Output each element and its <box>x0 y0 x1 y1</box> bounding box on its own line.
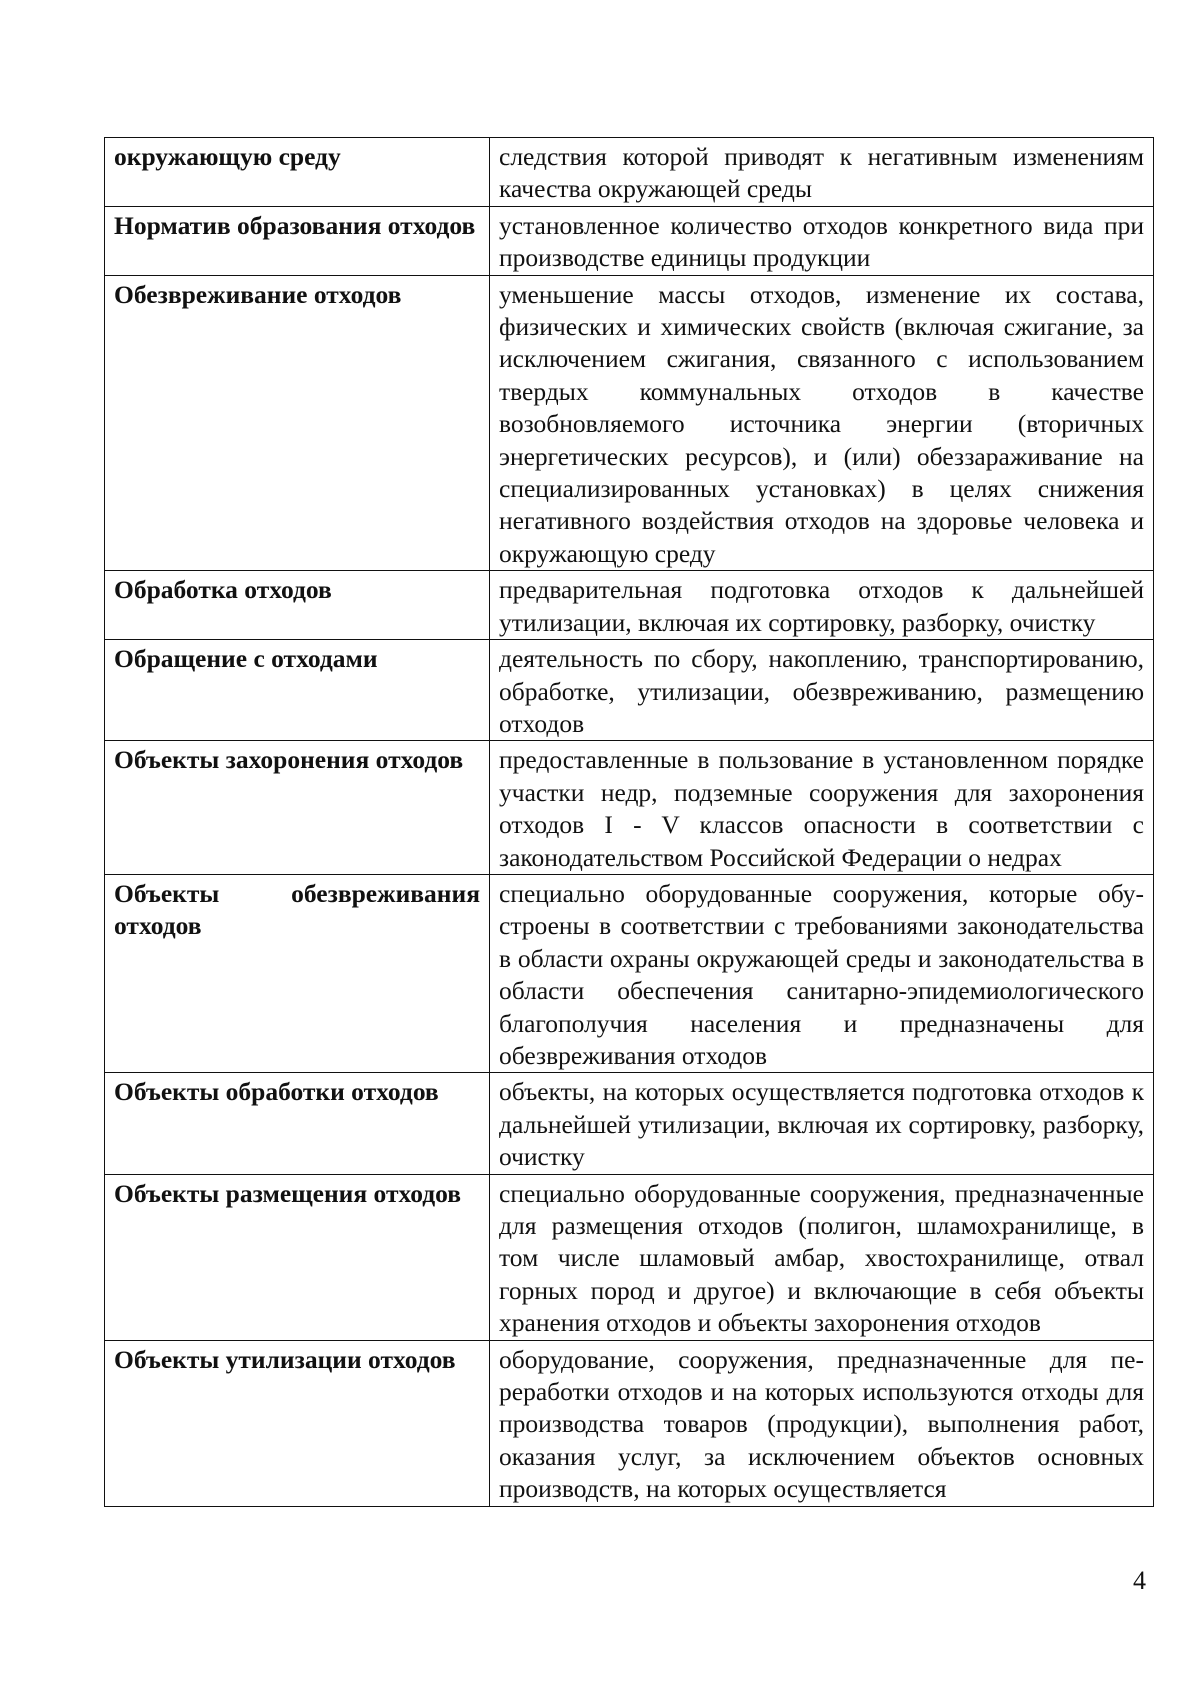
table-row <box>105 741 1154 875</box>
table-row <box>105 1340 1154 1506</box>
term-cell: Объекты утилизации отходов <box>105 1340 490 1506</box>
table-row <box>105 138 1154 207</box>
definition-cell: деятельность по сбору, накоплению, транспортированию, обработке, утилизации, обезвреживанию, размещению отходов <box>490 640 1154 741</box>
definition-cell: специально оборудованные сооружения, предназначенные для размещения отходов (полигон, шламохранилище, в том числе шламовый амбар, хвостохранилище, отвал горных пород и другое) и включающие в себя объекты хранения отходов и объекты захоронения отходов <box>490 1174 1154 1340</box>
table-row <box>105 874 1154 1072</box>
term-cell: Обработка отходов <box>105 571 490 640</box>
term-cell: окружающую среду <box>105 138 490 207</box>
term-cell: Объекты захоронения отходов <box>105 741 490 875</box>
table-row <box>105 1073 1154 1174</box>
glossary-table-body <box>105 138 1154 1507</box>
term-cell: Объекты размещения отходов <box>105 1174 490 1340</box>
definition-cell: уменьшение массы отходов, изменение их состава, физических и химических свойств (включая сжигание, за исключением сжигания, связанного с использованием твердых коммунальных отходов в качестве возобновляемого источника энергии (вторичных энергетических ресурсов), и (или) обеззараживание на специализированных установках) в целях снижения негативного воздействия отходов на здоровье человека и окружающую среду <box>490 275 1154 571</box>
definition-cell: следствия которой приводят к негативным изменениям качества окружающей среды <box>490 138 1154 207</box>
definition-cell: установленное количество отходов конкретного вида при производстве единицы продукции <box>490 206 1154 275</box>
glossary-table <box>104 137 1154 1507</box>
table-row <box>105 206 1154 275</box>
term-cell: Обезвреживание отходов <box>105 275 490 571</box>
term-cell: Норматив образования отходов <box>105 206 490 275</box>
term-cell: Объекты обработки отходов <box>105 1073 490 1174</box>
term-cell: Обращение с отходами <box>105 640 490 741</box>
table-row <box>105 640 1154 741</box>
term-cell: Объекты обезвреживания отходов <box>105 874 490 1072</box>
definition-cell: предварительная подготовка отходов к дальнейшей утилизации, включая их сортировку, разборку, очистку <box>490 571 1154 640</box>
table-row <box>105 1174 1154 1340</box>
table-row <box>105 571 1154 640</box>
table-row <box>105 275 1154 571</box>
page-number: 4 <box>1133 1566 1146 1595</box>
definition-cell: специально оборудованные сооружения, которые обустроены в соответствии с требованиями законодательства в области охраны окружающей среды и законодательства в области обеспечения санитарно-эпидемиологического благополучия населения и предназначены для обезвреживания отходов <box>490 874 1154 1072</box>
definition-cell: оборудование, сооружения, предназначенные для переработки отходов и на которых используются отходы для производства товаров (продукции), выполнения работ, оказания услуг, за исключением объектов основных производств, на которых осуществляется <box>490 1340 1154 1506</box>
definition-cell: объекты, на которых осуществляется подготовка отходов к дальнейшей утилизации, включая их сортировку, разборку, очистку <box>490 1073 1154 1174</box>
definition-cell: предоставленные в пользование в установленном порядке участки недр, подземные сооружения для захоронения отходов I - V классов опасности в соответствии с законодательством Российской Федерации о недрах <box>490 741 1154 875</box>
